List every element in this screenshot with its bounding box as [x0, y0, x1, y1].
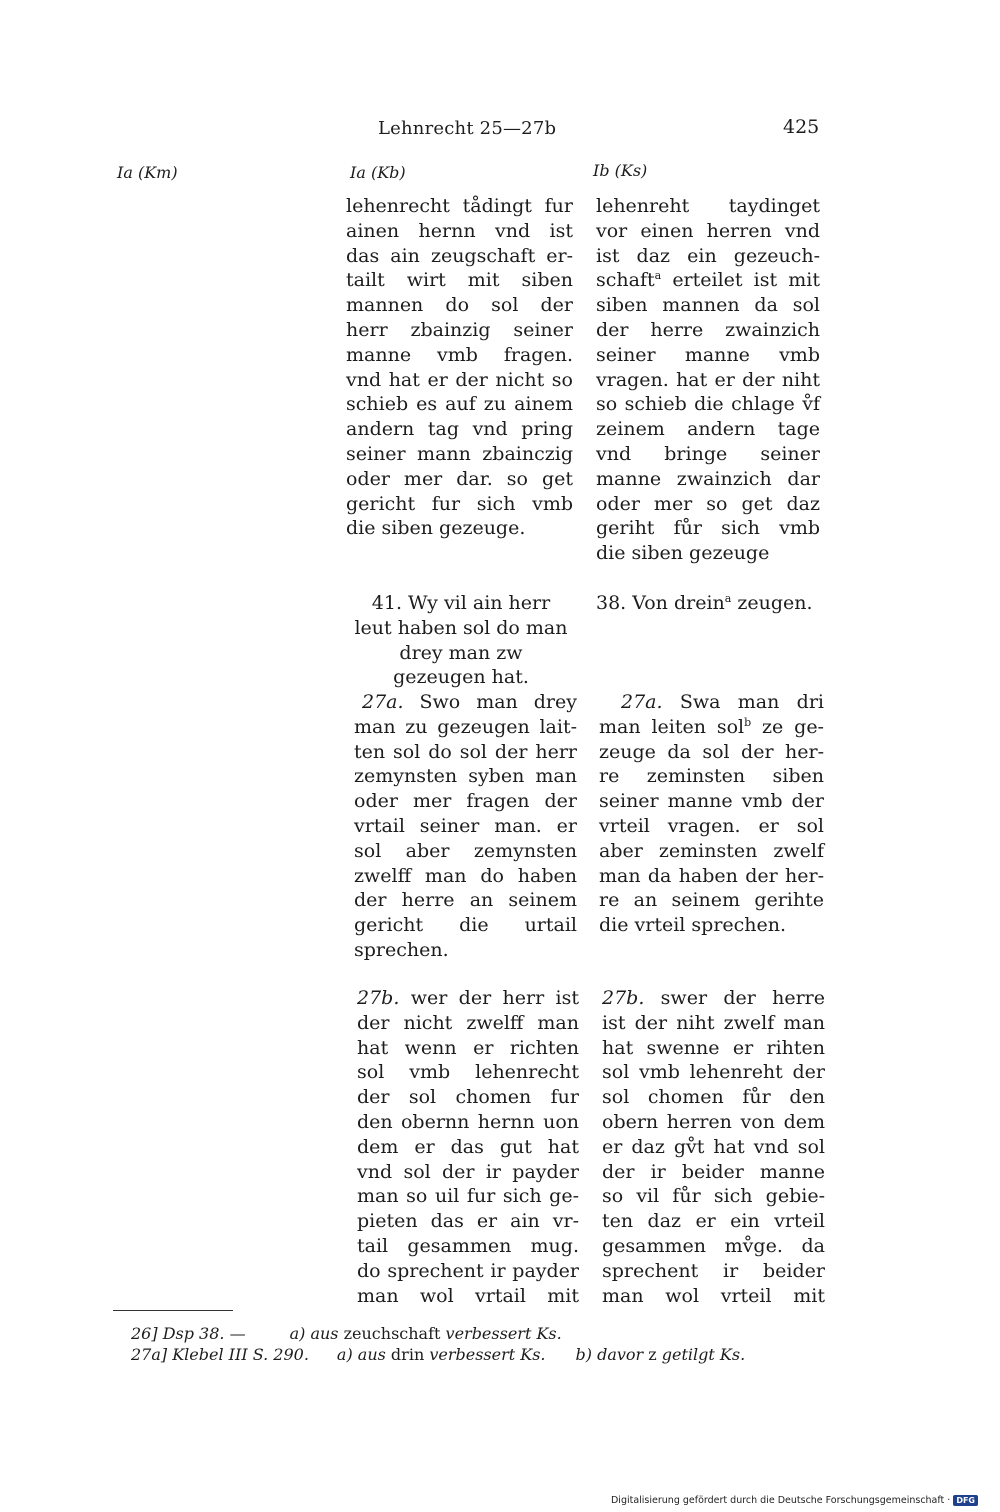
text-line: man wol vrtail mit: [357, 1284, 579, 1307]
kb-text-block-1: [346, 194, 573, 541]
footnote-separator: [113, 1310, 233, 1311]
text-line: gericht die urtail: [354, 914, 577, 937]
text-line: sprechen.: [354, 938, 449, 961]
text-line: der herre zwainzich: [596, 318, 820, 341]
text-line: sol chomen fůr den: [602, 1086, 825, 1109]
text-line: zwelff man do haben: [354, 864, 577, 887]
kb-paragraph-27b: [357, 986, 579, 1308]
dfg-logo: DFG: [953, 1495, 978, 1506]
text-line: man da haben der her-: [599, 864, 824, 887]
text-line: manne zwainzich dar: [596, 467, 820, 490]
footnote-marker-a: a: [724, 592, 732, 605]
text-line: oder mer fragen der: [354, 790, 577, 813]
text-line: sprechent ir beider: [602, 1259, 825, 1282]
text-line: 27a. Swa man dri: [621, 691, 824, 713]
text-line: schaft$^a$ erteilet ist mit: [596, 269, 820, 292]
text-line: ist der niht zwelf man: [602, 1011, 825, 1034]
ks-text-block-1: [596, 194, 820, 566]
text-line: aber zeminsten zwelf: [599, 839, 824, 862]
kb-paragraph-27a: [354, 690, 577, 963]
text-line: oder mer so get daz: [596, 492, 820, 515]
text-line: gericht fur sich vmb: [346, 492, 573, 515]
text-line: lehenrecht tådingt fur: [346, 195, 573, 217]
heading-line: 41. Wy vil ain herr: [371, 592, 551, 614]
text-line: die siben gezeuge.: [346, 517, 526, 540]
text-line: schieb es auf zu ainem: [346, 393, 573, 416]
text-line: der sol chomen fur: [357, 1086, 579, 1109]
text-line: seiner manne vmb der: [599, 790, 824, 813]
column-label-kb: Ia (Kb): [350, 163, 406, 182]
text-line: vnd bringe seiner: [596, 442, 820, 465]
text-line: 27b. wer der herr ist: [357, 987, 579, 1009]
text-line: 27b. swer der herre: [602, 987, 825, 1009]
text-line: zemynsten syben man: [354, 765, 577, 788]
paragraph-number: 27a.: [362, 691, 404, 713]
text-line: die vrteil sprechen.: [599, 914, 787, 937]
text-line: dem er das gut hat: [357, 1135, 579, 1158]
text-line: sol vmb lehenreht der: [602, 1061, 825, 1084]
text-line: vnd hat er der nicht so: [346, 368, 573, 391]
text-line: oder mer dar. so get: [346, 467, 573, 490]
text-line: seiner manne vmb: [596, 343, 820, 366]
kb-section-heading-41: [346, 591, 576, 690]
text-line: hat wenn er richten: [357, 1036, 579, 1059]
text-line: vragen. hat er der niht: [596, 368, 820, 391]
paragraph-number: 27b.: [602, 987, 645, 1009]
text-line: man zu gezeugen lait-: [354, 715, 577, 738]
text-line: das ain zeugschaft er-: [346, 244, 573, 267]
text-line: man leiten sol$^b$ ze ge-: [599, 715, 824, 738]
text-line: vrteil vragen. er sol: [599, 814, 824, 837]
heading-line: drey man zw: [399, 641, 523, 664]
running-header: Lehnrecht 25—27b: [378, 118, 557, 139]
paragraph-number: 27a.: [621, 691, 663, 713]
column-label-ks: Ib (Ks): [593, 161, 648, 180]
text-line: re an seinem gerihte: [599, 889, 824, 912]
text-line: hat swenne er rihten: [602, 1036, 825, 1059]
page-number: 425: [783, 116, 820, 138]
footnote-marker-a: a: [654, 269, 662, 283]
column-label-km: Ia (Km): [117, 163, 178, 182]
text-line: die siben gezeuge: [596, 542, 770, 565]
text-line: den obernn hernn uon: [357, 1110, 579, 1133]
text-line: vrtail seiner man. er: [354, 814, 577, 837]
text-line: seiner mann zbainczig: [346, 442, 573, 465]
text-line: ten sol do sol der herr: [354, 740, 577, 763]
text-line: geriht fůr sich vmb: [596, 517, 820, 540]
text-line: man so uil fur sich ge-: [357, 1185, 579, 1208]
text-line: manne vmb fragen.: [346, 343, 573, 366]
footnote-reference: 26] Dsp 38. —: [131, 1324, 246, 1343]
text-line: herr zbainzig seiner: [346, 318, 573, 341]
ks-paragraph-27b: [602, 986, 825, 1308]
ks-section-heading-38: [596, 591, 836, 616]
text-line: obern herren von dem: [602, 1110, 825, 1133]
text-line: ten daz er ein vrteil: [602, 1210, 825, 1233]
footnote-marker-b: b: [744, 715, 752, 729]
text-line: vor einen herren vnd: [596, 219, 820, 242]
heading-line: gezeugen hat.: [393, 666, 529, 689]
text-line: zeinem andern tage: [596, 418, 820, 441]
text-line: der nicht zwelff man: [357, 1011, 579, 1034]
footnote-reference: 27a] Klebel III S. 290.: [131, 1345, 309, 1364]
credit-text: Digitalisierung gefördert durch die Deutsche Forschungsgemeinschaft ·: [610, 1495, 951, 1506]
footnote-27a: 27a] Klebel III S. 290. a) aus drin verbessert Ks. b) davor z getilgt Ks.: [131, 1345, 746, 1364]
text-line: zeuge da sol der her-: [599, 740, 824, 763]
text-line: man wol vrteil mit: [602, 1284, 825, 1307]
text-line: tailt wirt mit siben: [346, 269, 573, 292]
heading-line: 38. Von drein$^a$ zeugen.: [596, 592, 813, 614]
text-line: gesammen mv̊ge. da: [602, 1234, 825, 1257]
text-line: so vil fůr sich gebie-: [602, 1185, 825, 1208]
text-line: er daz gv̊t hat vnd sol: [602, 1135, 825, 1158]
text-line: lehenreht taydinget: [596, 195, 820, 217]
digitization-credit: [611, 1495, 978, 1506]
text-line: ainen hernn vnd ist: [346, 219, 573, 242]
footnote-26: 26] Dsp 38. — a) aus zeuchschaft verbessert Ks.: [131, 1324, 562, 1343]
text-line: pieten das er ain vr-: [357, 1210, 579, 1233]
text-line: so schieb die chlage v̊f: [596, 393, 820, 416]
text-line: siben mannen da sol: [596, 294, 820, 317]
text-line: ist daz ein gezeuch-: [596, 244, 820, 267]
text-line: sol aber zemynsten: [354, 839, 577, 862]
text-line: andern tag vnd pring: [346, 418, 573, 441]
text-line: 27a. Swo man drey: [362, 691, 577, 713]
ks-paragraph-27a: [599, 690, 824, 938]
text-line: do sprechent ir payder: [357, 1259, 579, 1282]
text-line: vnd sol der ir payder: [357, 1160, 579, 1183]
text-line: sol vmb lehenrecht: [357, 1061, 579, 1084]
heading-line: leut haben sol do man: [354, 616, 568, 639]
paragraph-number: 27b.: [357, 987, 400, 1009]
text-line: re zeminsten siben: [599, 765, 824, 788]
text-line: der ir beider manne: [602, 1160, 825, 1183]
text-line: tail gesammen mug.: [357, 1234, 579, 1257]
text-line: der herre an seinem: [354, 889, 577, 912]
text-line: mannen do sol der: [346, 294, 573, 317]
